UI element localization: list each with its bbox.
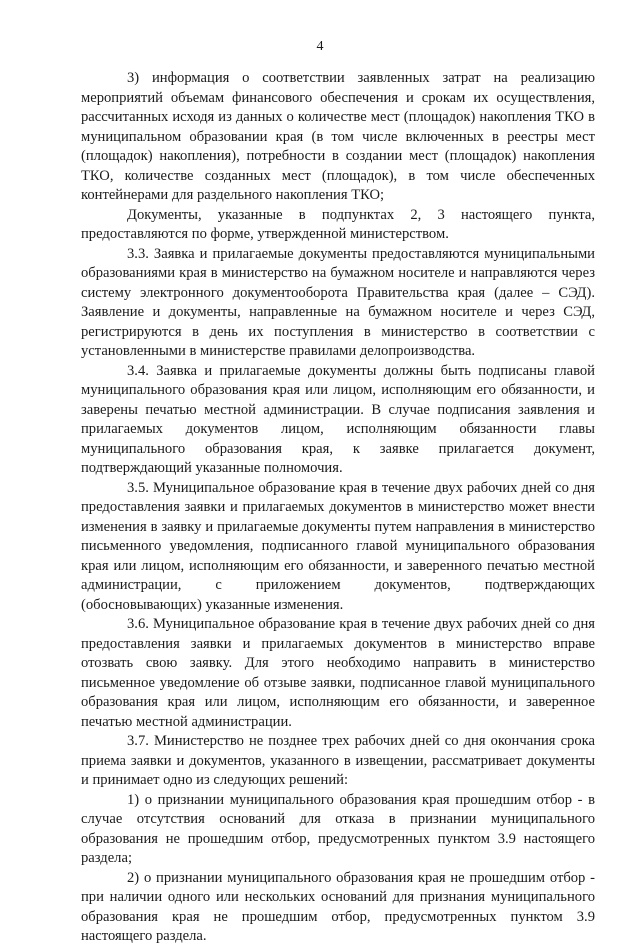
paragraph-3-4: 3.4. Заявка и прилагаемые документы должны быть подписаны главой муниципального образования края или лицом, исполняющим его обязанности, и заверены печатью местной администрации. В случае подписания заявления и прилагаемых документов лицом, исполняющим обязанности главы муниципального образования края, к заявке прилагается документ, подтверждающий указанные полномочия.: [81, 362, 595, 476]
page-number: 4: [316, 39, 324, 54]
paragraph-3-5: 3.5. Муниципальное образование края в течение двух рабочих дней со дня предоставления заявки и прилагаемых документов в министерство может внести изменения в заявку и прилагаемые документы путем направления в министерство письменного уведомления, подписанного главой муниципального образования края или лицом, исполняющим его обязанности, и заверенного печатью местной администрации, с приложением документов, подтверждающих (обосновывающих) указанные изменения.: [81, 479, 595, 613]
paragraph-documents-form: Документы, указанные в подпунктах 2, 3 настоящего пункта, предоставляются по форме, утвержденной министерством.: [81, 206, 595, 242]
paragraph-3-3: 3.3. Заявка и прилагаемые документы предоставляются муниципальными образованиями края в министерство на бумажном носителе и направляются через систему электронного документооборота Правительства края (далее – СЭД). Заявление и документы, направленные на бумажном носителе и через СЭД, регистрируются в день их поступления в министерство в соответствии с установленными в министерстве правилами делопроизводства.: [81, 245, 595, 359]
paragraph-item-3: 3) информация о соответствии заявленных затрат на реализацию мероприятий объемам финансового обеспечения и срокам их осуществления, рассчитанных исходя из данных о количестве мест (площадок) накопления ТКО в муниципальном образовании края (в том числе включенных в реестры мест (площадок) накопления), потребности в создании мест (площадок) накопления ТКО, количестве созданных мест (площадок), в том числе обеспеченных контейнерами для раздельного накопления ТКО;: [81, 70, 595, 203]
paragraph-decision-1: 1) о признании муниципального образования края прошедшим отбор - в случае отсутствия оснований для отказа в признании муниципального образования не прошедшим отбор, предусмотренных пунктом 3.9 настоящего раздела;: [81, 791, 595, 866]
paragraph-3-6: 3.6. Муниципальное образование края в течение двух рабочих дней со дня предоставления заявки и прилагаемых документов в министерство вправе отозвать свою заявку. Для этого необходимо направить в министерство письменное уведомление об отзыве заявки, подписанное главой муниципального образования края или лицом, исполняющим его обязанности, и заверенное печатью местной администрации.: [81, 616, 595, 730]
document-body: [81, 69, 595, 947]
paragraph-decision-2: 2) о признании муниципального образования края не прошедшим отбор - при наличии одного или нескольких оснований для признания муниципального образования края не прошедшим отбор, предусмотренных пунктом 3.9 настоящего раздела.: [81, 869, 595, 944]
paragraph-3-7: 3.7. Министерство не позднее трех рабочих дней со дня окончания срока приема заявки и документов, указанного в извещении, рассматривает документы и принимает одно из следующих решений:: [81, 733, 595, 788]
